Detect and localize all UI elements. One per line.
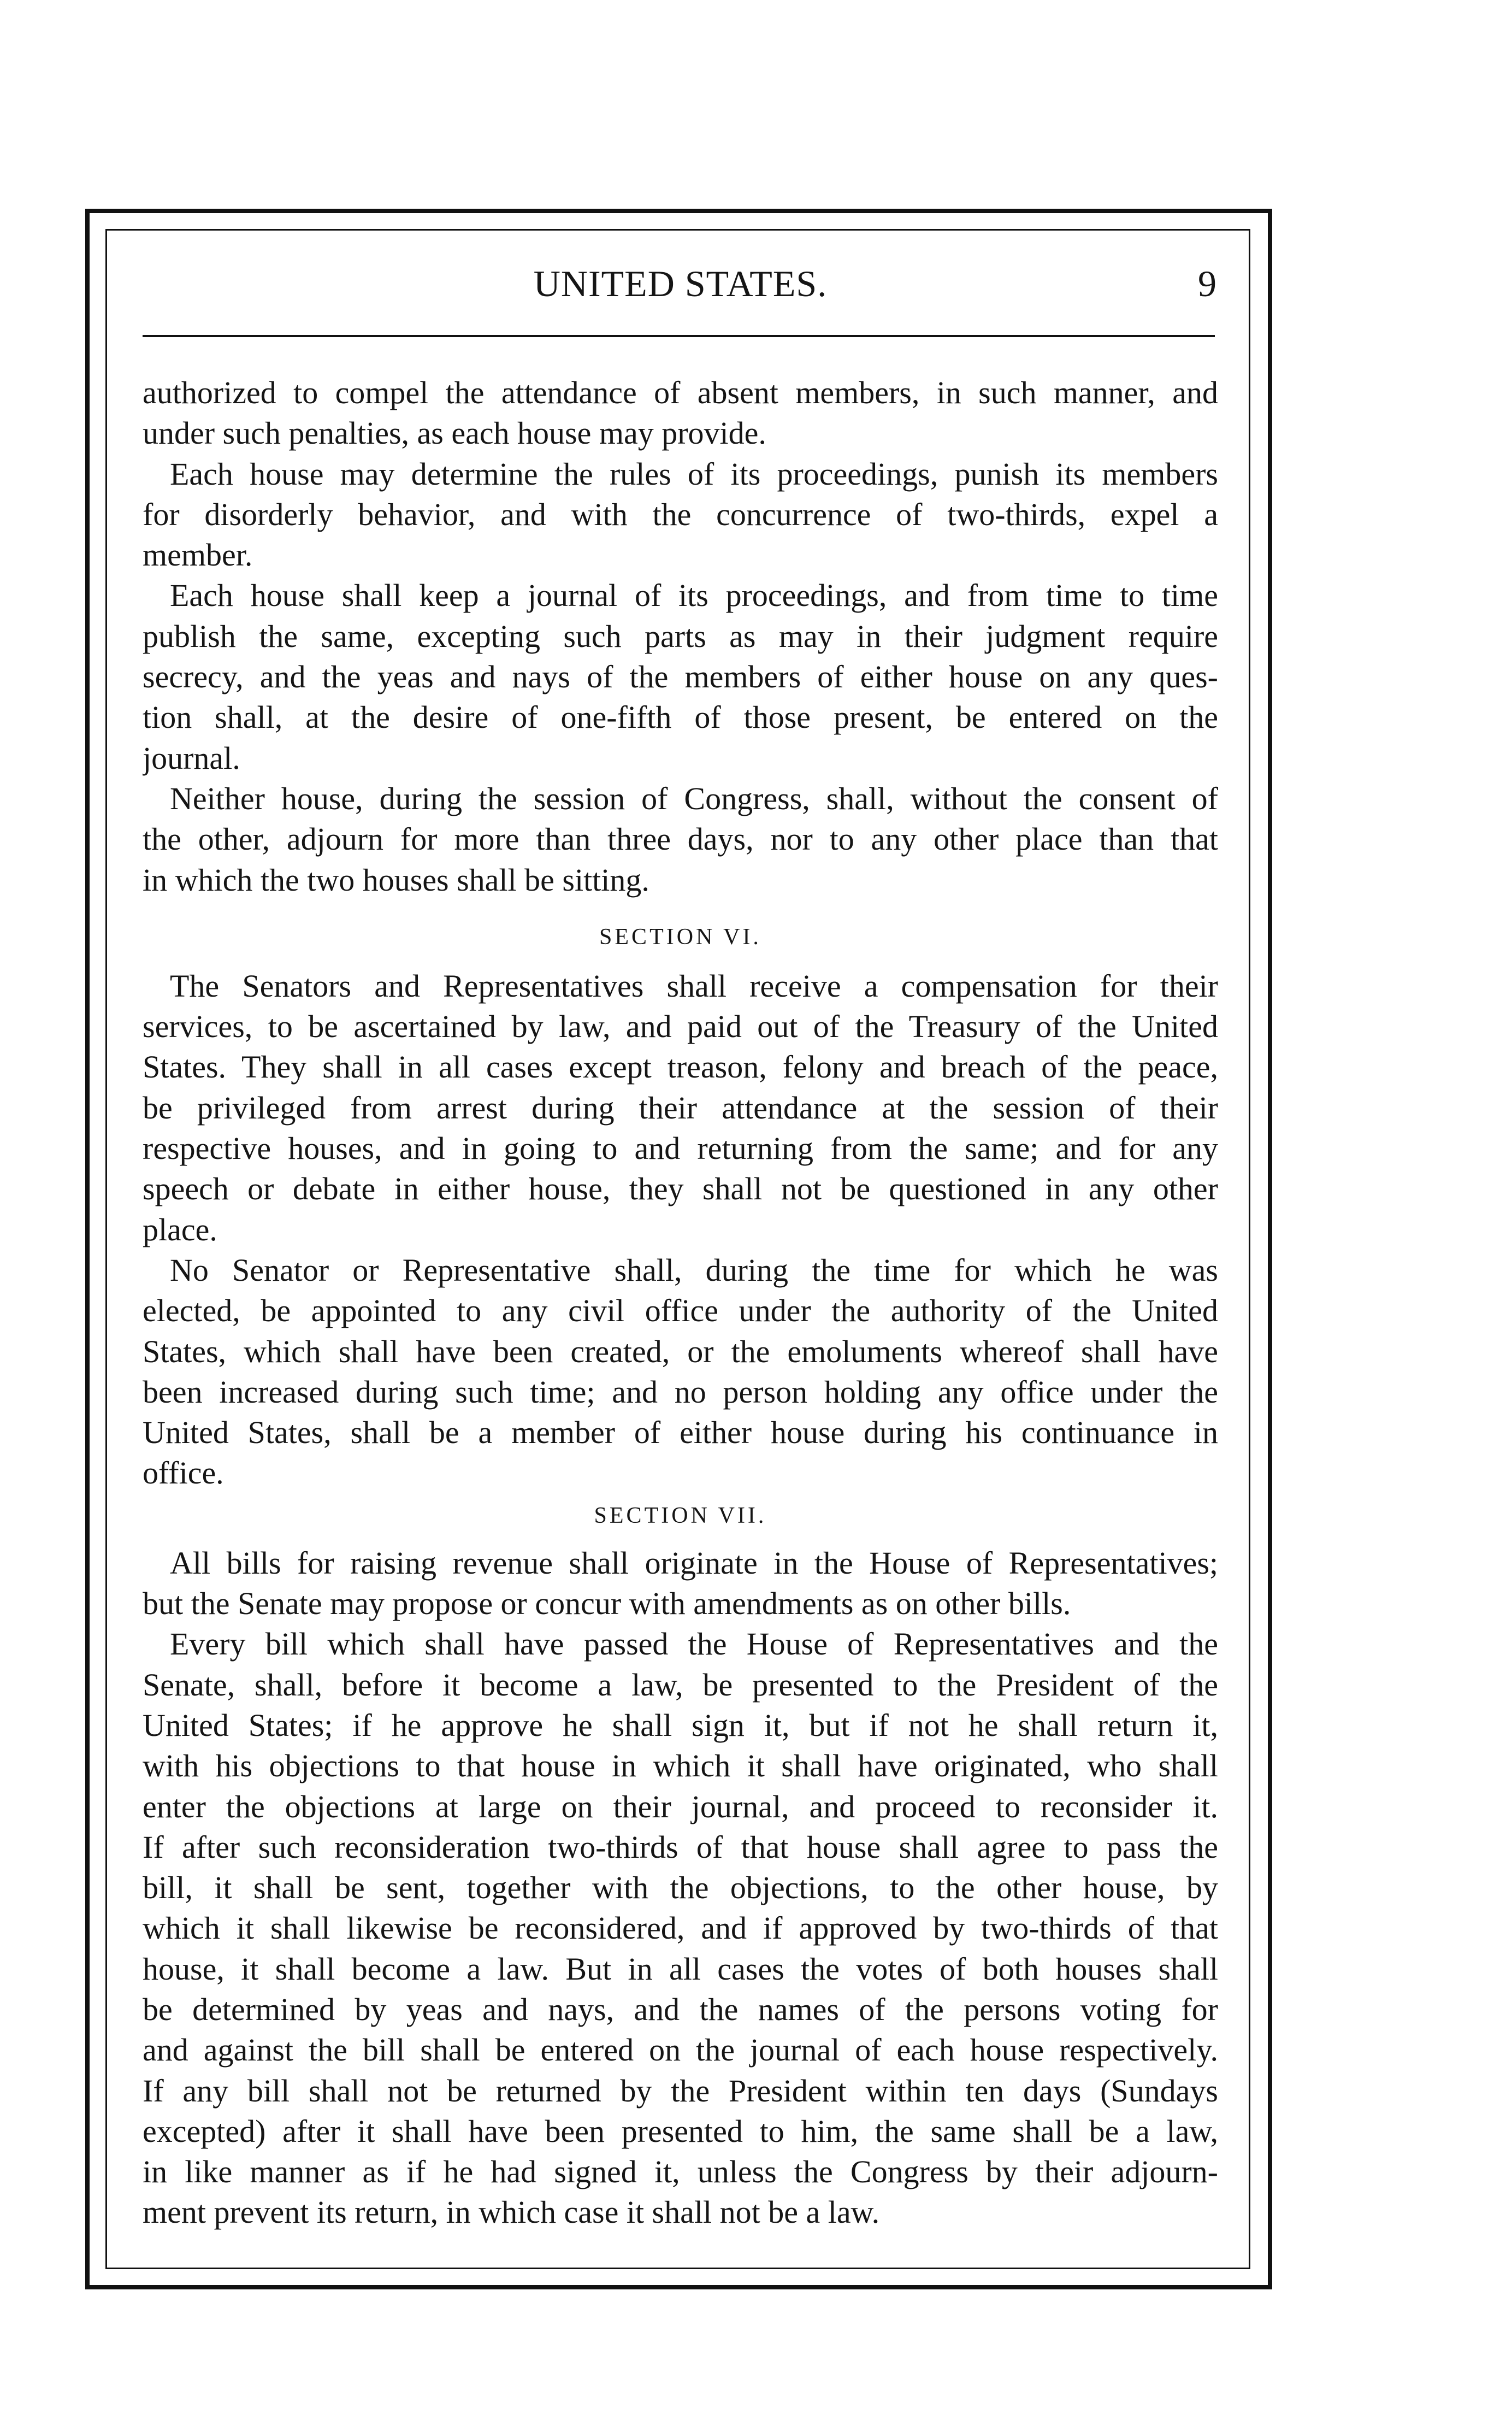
section-heading: SECTION VII. (594, 1503, 767, 1528)
text-line: services, to be ascertained by law, and paid out of the Treasury of the United (143, 1009, 1218, 1045)
text-line: United States, shall be a member of either house during his continuance in (143, 1415, 1218, 1451)
text-line: respective houses, and in going to and returning from the same; and for any (143, 1130, 1218, 1167)
paragraph (143, 373, 1218, 454)
paragraph (143, 575, 1218, 778)
paragraph (143, 966, 1218, 1250)
text-line: Each house may determine the rules of its proceedings, punish its members (170, 456, 1218, 492)
text-line: Senate, shall, before it become a law, be presented to the President of the (143, 1667, 1218, 1703)
text-line: enter the objections at large on their journal, and proceed to reconsider it. (143, 1788, 1218, 1824)
text-column (143, 373, 1218, 2233)
text-line: been increased during such time; and no person holding any office under the (143, 1374, 1218, 1410)
text-line: member. (143, 537, 253, 573)
paragraph (143, 454, 1218, 576)
paragraph (143, 1250, 1218, 1494)
text-line: All bills for raising revenue shall originate in the House of Representatives; (170, 1545, 1218, 1581)
running-head: UNITED STATES. (533, 263, 828, 304)
text-line: but the Senate may propose or concur with amendments as on other bills. (143, 1586, 1071, 1622)
text-line: Each house shall keep a journal of its proceedings, and from time to time (170, 578, 1218, 614)
text-line: office. (143, 1455, 224, 1491)
text-line: excepted) after it shall have been presented to him, the same shall be a law, (143, 2113, 1218, 2149)
text-line: elected, be appointed to any civil office under the authority of the United (143, 1293, 1218, 1329)
paragraph (143, 1624, 1218, 2233)
paragraph (143, 1543, 1218, 1624)
text-line: journal. (143, 740, 240, 776)
text-line: house, it shall become a law. But in all cases the votes of both houses shall (143, 1951, 1218, 1987)
section-heading: SECTION VI. (599, 924, 761, 950)
text-line: the other, adjourn for more than three days, nor to any other place than that (143, 821, 1218, 857)
text-line: be determined by yeas and nays, and the names of the persons voting for (143, 1991, 1218, 2027)
text-line: in which the two houses shall be sitting. (143, 862, 649, 898)
text-line: Every bill which shall have passed the House of Representatives and the (170, 1626, 1218, 1662)
text-line: and against the bill shall be entered on the journal of each house respectively. (143, 2032, 1218, 2068)
text-line: under such penalties, as each house may provide. (143, 415, 766, 451)
text-line: secrecy, and the yeas and nays of the members of either house on any ques- (143, 659, 1218, 695)
text-line: which it shall likewise be reconsidered, and if approved by two-thirds of that (143, 1910, 1218, 1946)
text-line: publish the same, excepting such parts as may in their judgment require (143, 618, 1218, 654)
text-line: If any bill shall not be returned by the President within ten days (Sundays (143, 2072, 1218, 2109)
text-line: bill, it shall be sent, together with the objections, to the other house, by (143, 1870, 1218, 1906)
paragraph (143, 779, 1218, 900)
text-line: in like manner as if he had signed it, unless the Congress by their adjourn- (143, 2154, 1218, 2190)
text-line: If after such reconsideration two-thirds of that house shall agree to pass the (143, 1829, 1218, 1865)
text-line: United States; if he approve he shall sign it, but if not he shall return it, (143, 1707, 1218, 1743)
text-line: Neither house, during the session of Congress, shall, without the consent of (170, 780, 1218, 816)
text-line: for disorderly behavior, and with the concurrence of two-thirds, expel a (143, 496, 1218, 532)
text-line: No Senator or Representative shall, during the time for which he was (170, 1252, 1218, 1288)
text-line: tion shall, at the desire of one-fifth of those present, be entered on the (143, 699, 1218, 735)
text-line: with his objections to that house in which it shall have originated, who shall (143, 1748, 1218, 1784)
header-rule (143, 335, 1215, 337)
text-line: be privileged from arrest during their attendance at the session of their (143, 1090, 1218, 1126)
text-line: The Senators and Representatives shall receive a compensation for their (170, 968, 1218, 1004)
text-line: States, which shall have been created, or the emoluments whereof shall have (143, 1333, 1218, 1369)
text-line: ment prevent its return, in which case it shall not be a law. (143, 2194, 880, 2230)
text-line: States. They shall in all cases except treason, felony and breach of the peace, (143, 1049, 1218, 1085)
text-line: place. (143, 1211, 217, 1247)
page-number: 9 (1198, 263, 1216, 304)
text-line: authorized to compel the attendance of absent members, in such manner, and (143, 375, 1218, 410)
text-line: speech or debate in either house, they shall not be questioned in any other (143, 1171, 1218, 1207)
